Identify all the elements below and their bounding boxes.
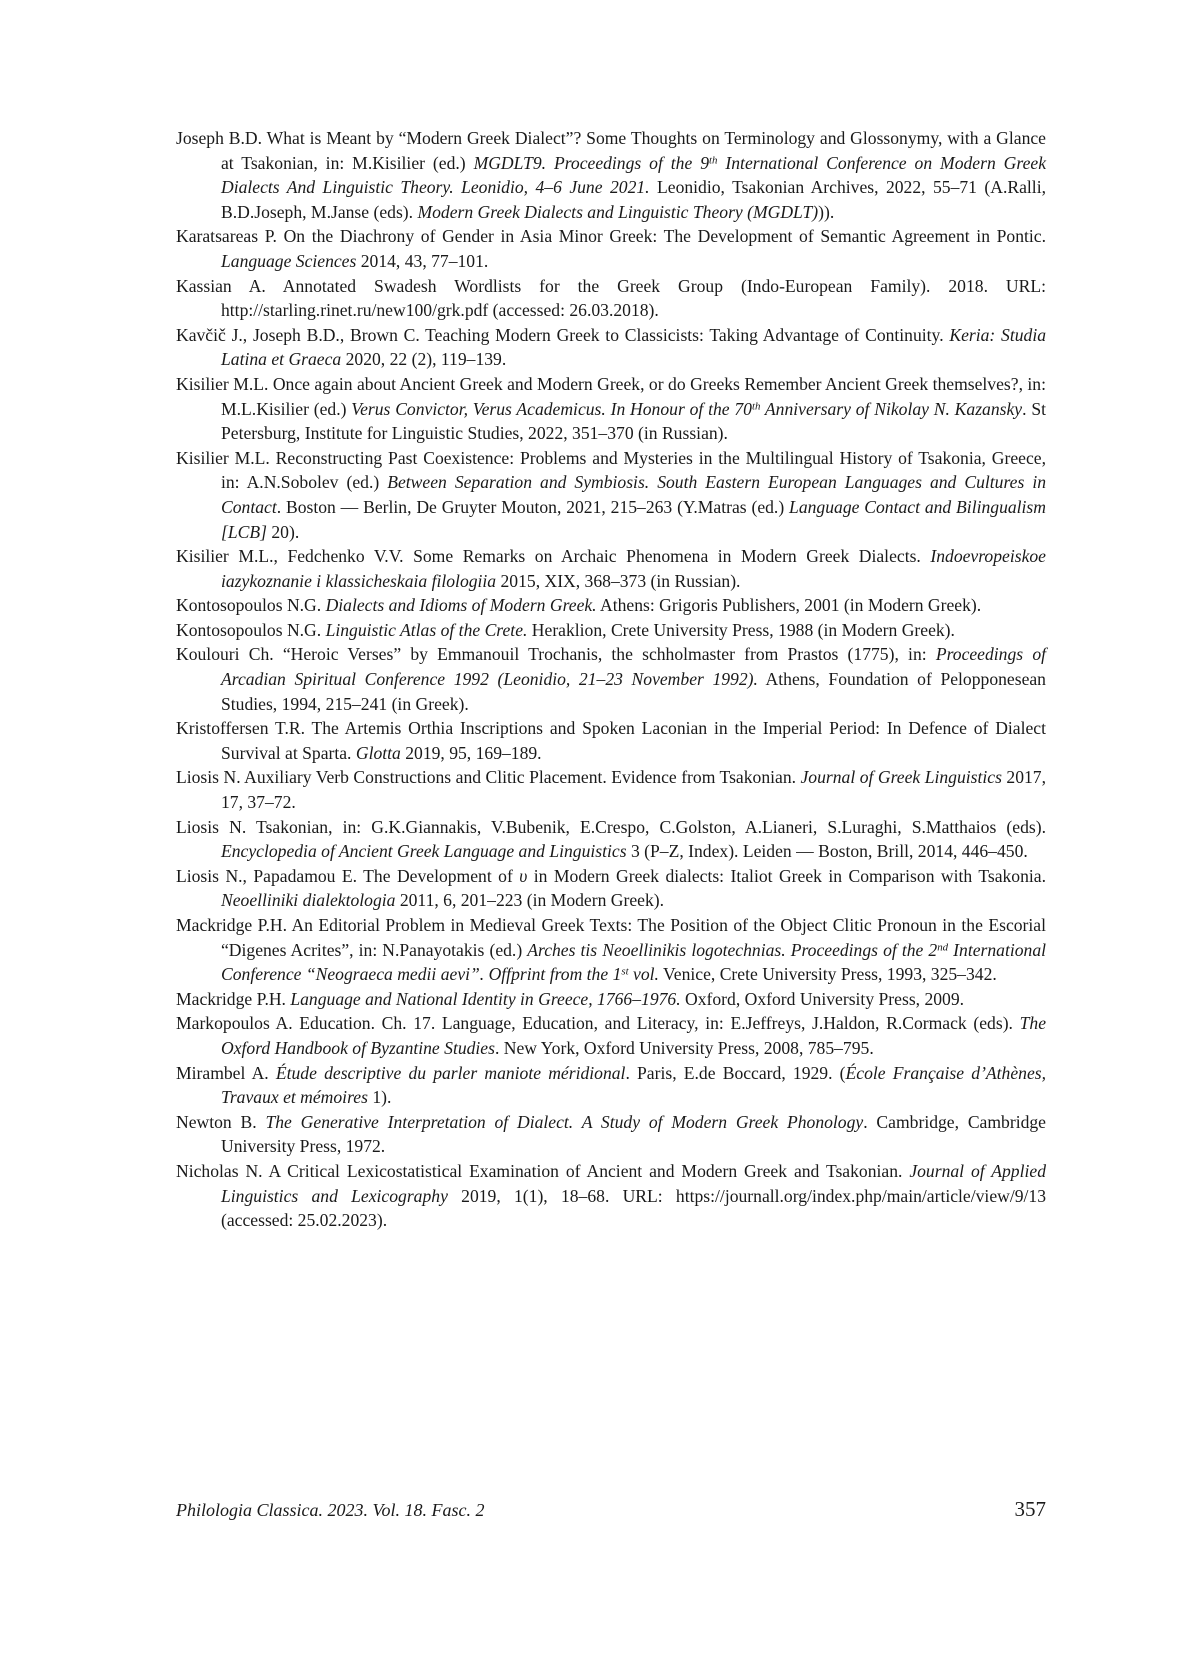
italic-text: Glotta: [355, 742, 401, 763]
reference-text: 1).: [367, 1087, 392, 1108]
reference-entry: [176, 815, 1046, 864]
reference-text: 2011, 6, 201–223 (in Modern Greek).: [395, 890, 665, 911]
reference-text: in Modern Greek dialects: Italiot Greek in Comparison with Tsakonia.: [527, 865, 1046, 886]
reference-entry: [176, 224, 1046, 273]
reference-text: Joseph B.D. What is Meant by “Modern Greek Dialect”? Some Thoughts on Terminology and Glossonymy, with a Glance at Tsakonian, in: M.Kisilier (ed.): [176, 128, 1046, 173]
reference-entry: [176, 765, 1046, 814]
reference-entry: [176, 323, 1046, 372]
reference-entry: [176, 274, 1046, 323]
reference-entry: [176, 913, 1046, 987]
reference-entry: [176, 372, 1046, 446]
reference-entry: [176, 1159, 1046, 1233]
reference-text: . Paris, E.de Boccard, 1929. (: [625, 1062, 846, 1083]
reference-text: 2017, 17, 37–72.: [221, 767, 1046, 813]
reference-text: Athens: Grigoris Publishers, 2001 (in Modern Greek).: [596, 595, 982, 616]
reference-list: [176, 126, 1046, 1233]
italic-text: vol.: [628, 964, 659, 985]
italic-text: Language Sciences: [221, 250, 357, 271]
italic-text: Modern Greek Dialects and Linguistic Theory (MGDLT): [417, 201, 819, 222]
italic-text: Between Separation and Symbiosis. South Eastern European Languages and Cultures in Contact: [221, 472, 1047, 517]
reference-text: Nicholas N. A Critical Lexicostatistical Examination of Ancient and Modern Greek and Tsakonian.: [176, 1160, 910, 1181]
italic-text: Proceedings of Arcadian Spiritual Conference 1992 (Leonidio, 21–23 November 1992).: [221, 644, 1046, 690]
italic-text: Language and National Identity in Greece, 1766–1976.: [290, 988, 681, 1009]
reference-entry: [176, 716, 1046, 765]
reference-text: Mirambel A.: [176, 1062, 276, 1083]
reference-text: Markopoulos A. Education. Ch. 17. Language, Education, and Literacy, in: E.Jeffreys, J.Haldon, R.Cormack (eds).: [176, 1013, 1020, 1034]
italic-text: The Oxford Handbook of Byzantine Studies: [221, 1013, 1046, 1058]
page-number: 357: [1014, 1497, 1046, 1521]
italic-text: École Française d’Athènes, Travaux et mémoires: [221, 1062, 1047, 1108]
reference-text: . Cambridge, Cambridge University Press, 1972.: [221, 1111, 1046, 1157]
reference-entry: [176, 1061, 1046, 1110]
reference-text: Karatsareas P. On the Diachrony of Gender in Asia Minor Greek: The Development of Semantic Agreement in Pontic.: [176, 226, 1046, 247]
reference-entry: [176, 1110, 1046, 1159]
italic-text: Neoelliniki dialektologia: [221, 890, 396, 911]
reference-text: . New York, Oxford University Press, 2008, 785–795.: [494, 1037, 874, 1058]
reference-text: Kisilier M.L. Once again about Ancient Greek and Modern Greek, or do Greeks Remember Ancient Greek themselves?, in: M.L.Kisilier (ed.): [176, 373, 1046, 419]
italic-text: MGDLT9. Proceedings of the 9: [473, 152, 709, 173]
italic-text: Arches tis Neoellinikis logotechnias. Proceedings of the 2: [527, 939, 938, 960]
reference-text: 2014, 43, 77–101.: [356, 250, 489, 271]
reference-text: Koulouri Ch. “Heroic Verses” by Emmanouil Trochanis, the schholmaster from Prastos (1775), in:: [176, 644, 936, 665]
italic-text: Linguistic Atlas of the Crete.: [325, 619, 528, 640]
reference-text: Mackridge P.H.: [176, 988, 291, 1009]
reference-entry: [176, 544, 1046, 593]
reference-text: 2019, 1(1), 18–68. URL: https://journall.org/index.php/main/article/view/9/13 (accessed: 25.02.2023).: [221, 1185, 1046, 1231]
reference-text: Athens, Foundation of Pelopponesean Studies, 1994, 215–241 (in Greek).: [221, 669, 1046, 714]
reference-text: Venice, Crete University Press, 1993, 325–342.: [658, 964, 997, 985]
reference-entry: [176, 446, 1046, 544]
italic-text: Journal of Applied Linguistics and Lexicography: [221, 1160, 1046, 1206]
reference-entry: [176, 593, 1046, 618]
reference-text: Kassian A. Annotated Swadesh Wordlists for the Greek Group (Indo-European Family). 2018. URL: http://starling.rinet.ru/new100/grk.pdf (accessed: 26.03.2018).: [176, 275, 1046, 321]
reference-entry: [176, 126, 1046, 224]
reference-text: Kavčič J., Joseph B.D., Brown C. Teaching Modern Greek to Classicists: Taking Advantage of Continuity.: [176, 324, 950, 345]
reference-text: Mackridge P.H. An Editorial Problem in Medieval Greek Texts: The Position of the Object Clitic Pronoun in the Escorial “Digenes Acrites”, in: N.Panayotakis (ed.): [176, 915, 1046, 960]
reference-entry: [176, 642, 1046, 716]
reference-text: Heraklion, Crete University Press, 1988 (in Modern Greek).: [527, 619, 955, 640]
italic-text: Journal of Greek Linguistics: [800, 767, 1002, 788]
reference-entry: [176, 987, 1046, 1012]
superscript: th: [709, 153, 718, 166]
reference-text: 3 (P–Z, Index). Leiden — Boston, Brill, 2014, 446–450.: [626, 841, 1028, 862]
reference-text: 2020, 22 (2), 119–139.: [341, 349, 507, 370]
reference-text: 2019, 95, 169–189.: [400, 742, 542, 763]
italic-text: Dialects and Idioms of Modern Greek.: [325, 595, 597, 616]
reference-text: 2015, XIX, 368–373 (in Russian).: [496, 570, 741, 591]
superscript: th: [751, 399, 761, 412]
reference-text: . St Petersburg, Institute for Linguistic Studies, 2022, 351–370 (in Russian).: [221, 398, 1046, 444]
reference-text: Kisilier M.L. Reconstructing Past Coexistence: Problems and Mysteries in the Multilingual History of Tsakonia, Greece, in: A.N.Sobolev (ed.): [176, 447, 1046, 493]
superscript: nd: [937, 940, 949, 953]
footer-journal-title: Philologia Classica. 2023. Vol. 18. Fasc. 2: [176, 1500, 485, 1520]
page-footer: [176, 1497, 1046, 1522]
reference-text: Kristoffersen T.R. The Artemis Orthia Inscriptions and Spoken Laconian in the Imperial Period: In Defence of Dialect Survival at Sparta.: [176, 718, 1046, 763]
reference-text: 20).: [266, 521, 300, 542]
reference-entry: [176, 618, 1046, 643]
italic-text: The Generative Interpretation of Dialect. A Study of Modern Greek Phonology: [265, 1111, 864, 1132]
italic-text: Anniversary of Nikolay N. Kazansky: [760, 398, 1023, 419]
reference-entry: [176, 1011, 1046, 1060]
reference-text: Kontosopoulos N.G.: [176, 595, 326, 616]
reference-text: Liosis N., Papadamou E. The Development of: [176, 865, 520, 886]
reference-text: Liosis N. Tsakonian, in: G.K.Giannakis, V.Bubenik, E.Crespo, C.Golston, A.Lianeri, S.Luraghi, S.Matthaios (eds).: [176, 816, 1046, 837]
reference-text: Newton B.: [176, 1111, 266, 1132]
reference-text: Oxford, Oxford University Press, 2009.: [680, 988, 965, 1009]
italic-text: Étude descriptive du parler maniote méridional: [275, 1062, 626, 1083]
reference-text: )).: [818, 201, 835, 222]
italic-text: Verus Convictor, Verus Academicus. In Honour of the 70: [351, 398, 752, 419]
reference-text: Liosis N. Auxiliary Verb Constructions and Clitic Placement. Evidence from Tsakonian.: [176, 767, 801, 788]
italic-text: Keria: Studia Latina et Graeca: [221, 324, 1047, 370]
italic-text: υ: [519, 865, 528, 886]
reference-entry: [176, 864, 1046, 913]
italic-text: International Conference on Modern Greek Dialects And Linguistic Theory. Leonidio, 4–6 June 2021.: [221, 152, 1047, 198]
reference-text: Kontosopoulos N.G.: [176, 619, 326, 640]
superscript: st: [621, 965, 629, 978]
reference-text: Leonidio, Tsakonian Archives, 2022, 55–71 (A.Ralli, B.D.Joseph, M.Janse (eds).: [221, 177, 1046, 222]
reference-text: . Boston — Berlin, De Gruyter Mouton, 2021, 215–263 (Y.Matras (ed.): [276, 496, 790, 517]
italic-text: Encyclopedia of Ancient Greek Language and Linguistics: [221, 841, 627, 862]
italic-text: Language Contact and Bilingualism [LCB]: [221, 496, 1046, 542]
italic-text: International Conference “Neograeca medii aevi”. Offprint from the 1: [221, 939, 1047, 985]
reference-text: Kisilier M.L., Fedchenko V.V. Some Remarks on Archaic Phenomena in Modern Greek Dialects.: [176, 546, 931, 567]
italic-text: Indoevropeiskoe iazykoznanie i klassicheskaia filologiia: [221, 546, 1046, 591]
